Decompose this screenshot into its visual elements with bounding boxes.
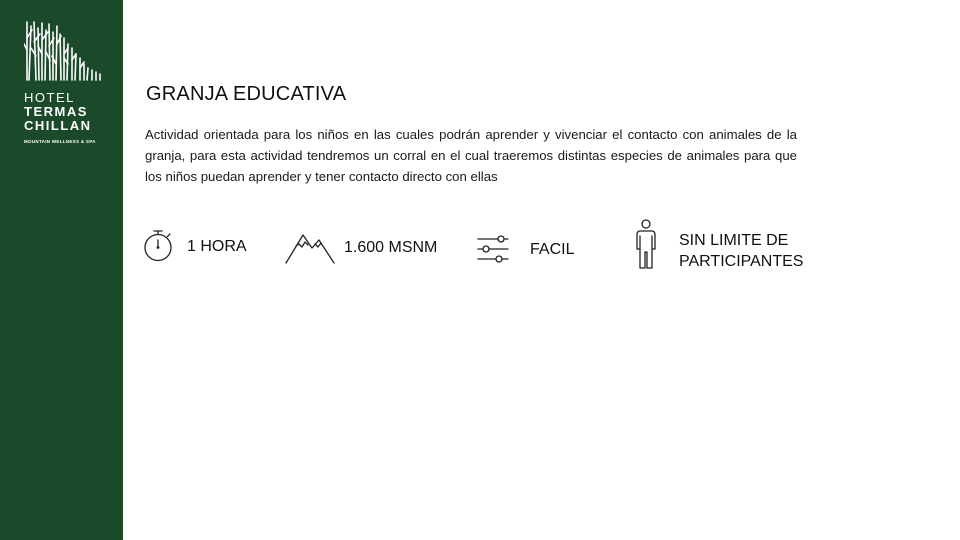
activity-description: Actividad orientada para los niños en las cuales podrán aprender y vivenciar el contacto con animales de la granja, para esta actividad tendremos un corral en el cual traeremos distintas especies de animales para que los niños puedan aprender y tener contacto directo con ellas [145, 127, 797, 184]
stopwatch-icon [143, 228, 173, 264]
forest-logo-icon [24, 20, 102, 82]
logo-tagline: MOUNTAIN WELLNESS & SPA [24, 139, 96, 144]
activity-title: GRANJA EDUCATIVA [146, 83, 347, 105]
logo-text-hotel: HOTEL [24, 90, 75, 105]
participants-label-line1: SIN LIMITE DE [679, 232, 789, 249]
sliders-icon [477, 234, 509, 264]
participants-label-line2: PARTICIPANTES [679, 253, 804, 270]
difficulty-label: FACIL [530, 240, 575, 258]
logo-text-termas: TERMAS [24, 104, 88, 119]
participants-label [679, 230, 803, 272]
participants-stat [634, 218, 803, 272]
person-icon [634, 218, 658, 270]
logo-text-chillan: CHILLAN [24, 118, 92, 133]
mountain-icon [285, 230, 335, 264]
altitude-stat [285, 230, 437, 264]
brand-sidebar [0, 0, 123, 540]
difficulty-stat [477, 234, 574, 264]
hotel-logo [24, 20, 106, 144]
duration-stat [143, 228, 247, 264]
duration-label: 1 HORA [187, 237, 247, 255]
altitude-label: 1.600 MSNM [344, 238, 438, 256]
